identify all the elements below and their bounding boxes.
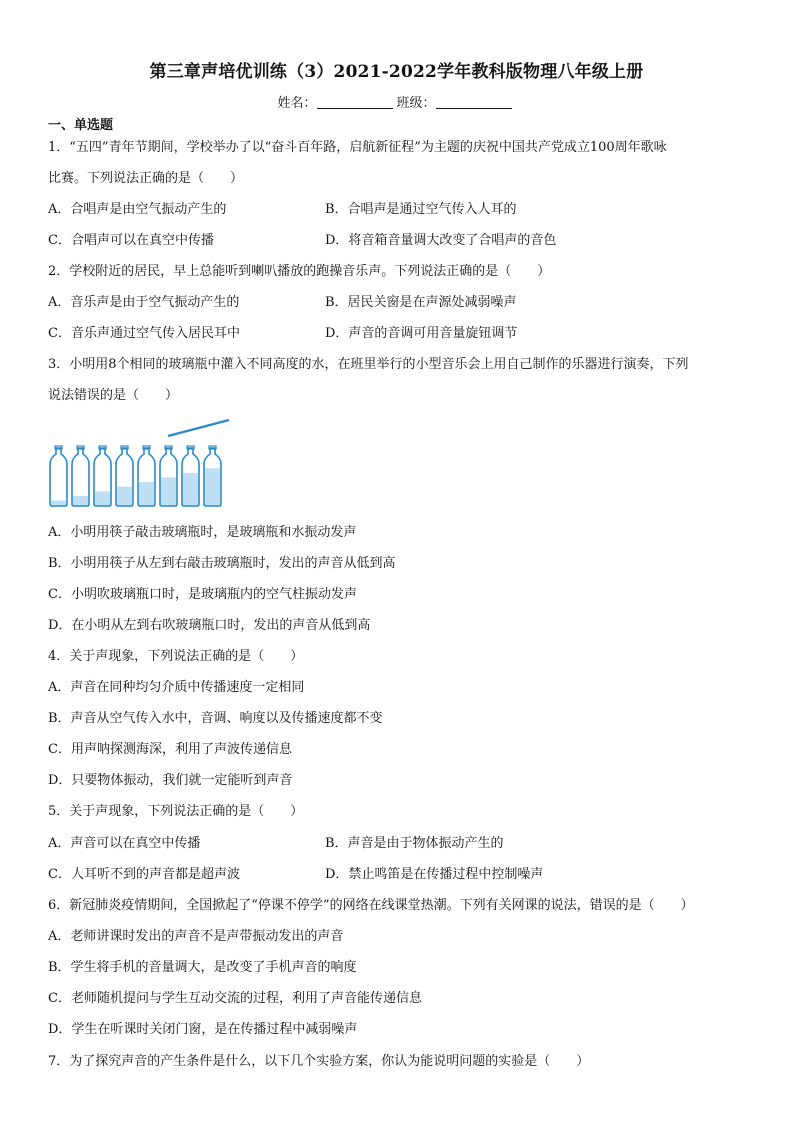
- q6-option-a: A．老师讲课时发出的声音不是声带振动发出的声音: [48, 929, 344, 944]
- q3-option-a: A．小明用筷子敲击玻璃瓶时，是玻璃瓶和水振动发声: [48, 525, 357, 540]
- q4-option-c: C．用声呐探测海深，利用了声波传递信息: [48, 742, 292, 757]
- page-title: 第三章声培优训练（3）2021-2022学年教科版物理八年级上册: [149, 62, 644, 82]
- bottle-water: [73, 496, 88, 506]
- glass-bottle: [94, 446, 111, 506]
- bottle-water: [95, 491, 110, 506]
- q5-stem: 5．关于声现象，下列说法正确的是（ ）: [48, 804, 304, 819]
- q5-option-b: B．声音是由于物体振动产生的: [325, 836, 504, 851]
- glass-bottle: [204, 446, 221, 506]
- q6-option-c: C．老师随机提问与学生互动交流的过程，利用了声音能传递信息: [48, 991, 422, 1006]
- q2-option-a: A．音乐声是由于空气振动产生的: [48, 295, 240, 310]
- name-class-bar: [0, 92, 793, 111]
- bottle-outline: [50, 448, 67, 506]
- bottle-group: [50, 446, 221, 506]
- q5-option-a: A．声音可以在真空中传播: [48, 836, 201, 851]
- q6-option-d: D．学生在听课时关闭门窗，是在传播过程中减弱噪声: [48, 1022, 358, 1037]
- q5-option-d: D．禁止鸣笛是在传播过程中控制噪声: [325, 867, 544, 882]
- q4-option-b: B．声音从空气传入水中，音调、响度以及传播速度都不变: [48, 711, 383, 726]
- q6-stem: 6．新冠肺炎疫情期间，全国掀起了“停课不停学”的网络在线课堂热潮。下列有关网课的说法，错误的是（ ）: [48, 898, 694, 913]
- q3-option-c: C．小明吹玻璃瓶口时，是玻璃瓶内的空气柱振动发声: [48, 587, 357, 602]
- q1-option-b: B．合唱声是通过空气传入人耳的: [325, 202, 517, 217]
- q3-option-d: D．在小明从左到右吹玻璃瓶口时，发出的声音从低到高: [48, 618, 371, 633]
- q6-option-b: B．学生将手机的音量调大，是改变了手机声音的响度: [48, 960, 357, 975]
- bottle-water: [51, 500, 66, 506]
- glass-bottle: [116, 446, 133, 506]
- glass-bottle: [50, 446, 67, 506]
- glass-bottle: [72, 446, 89, 506]
- bottle-water: [161, 477, 176, 506]
- q4-option-d: D．只要物体振动，我们就一定能听到声音: [48, 773, 293, 788]
- q3-stem-line2: 说法错误的是（ ）: [48, 388, 179, 403]
- q3-stem-line1: 3．小明用8个相同的玻璃瓶中灌入不同高度的水，在班里举行的小型音乐会上用自己制作的乐器进行演奏，下列: [48, 357, 689, 372]
- q7-stem: 7．为了探究声音的产生条件是什么，以下几个实验方案，你认为能说明问题的实验是（ ）: [48, 1054, 590, 1069]
- q2-option-b: B．居民关窗是在声源处减弱噪声: [325, 295, 517, 310]
- q1-stem-line2: 比赛。下列说法正确的是（ ）: [48, 171, 244, 186]
- bottle-water: [205, 468, 220, 506]
- name-label: 姓名：: [277, 96, 317, 111]
- class-blank[interactable]: [436, 96, 512, 109]
- q5-option-c: C．人耳听不到的声音都是超声波: [48, 867, 240, 882]
- q1-option-a: A．合唱声是由空气振动产生的: [48, 202, 227, 217]
- q2-option-c: C．音乐声通过空气传入居民耳中: [48, 326, 240, 341]
- q2-option-d: D．声音的音调可用音量旋钮调节: [325, 326, 518, 341]
- chopstick: [168, 420, 229, 436]
- bottle-water: [117, 487, 132, 506]
- bottle-water: [139, 482, 154, 506]
- section-title: 一、单选题: [48, 118, 114, 133]
- q3-option-b: B．小明用筷子从左到右敲击玻璃瓶时，发出的声音从低到高: [48, 556, 396, 571]
- glass-bottle: [160, 446, 177, 506]
- q1-stem-line1: 1．“五四”青年节期间，学校举办了以“奋斗百年路，启航新征程”为主题的庆祝中国共产党成立100周年歌咏: [48, 140, 667, 155]
- q4-stem: 4．关于声现象，下列说法正确的是（ ）: [48, 649, 304, 664]
- glass-bottle: [138, 446, 155, 506]
- glass-bottles-figure: [46, 418, 246, 513]
- bottle-water: [183, 473, 198, 506]
- q1-option-d: D．将音箱音量调大改变了合唱声的音色: [325, 233, 557, 248]
- q1-option-c: C．合唱声可以在真空中传播: [48, 233, 214, 248]
- q2-stem: 2．学校附近的居民，早上总能听到喇叭播放的跑操音乐声。下列说法正确的是（ ）: [48, 264, 551, 279]
- class-label: 班级：: [396, 96, 436, 111]
- q4-option-a: A．声音在同种均匀介质中传播速度一定相同: [48, 680, 305, 695]
- glass-bottle: [182, 446, 199, 506]
- name-blank[interactable]: [317, 96, 393, 109]
